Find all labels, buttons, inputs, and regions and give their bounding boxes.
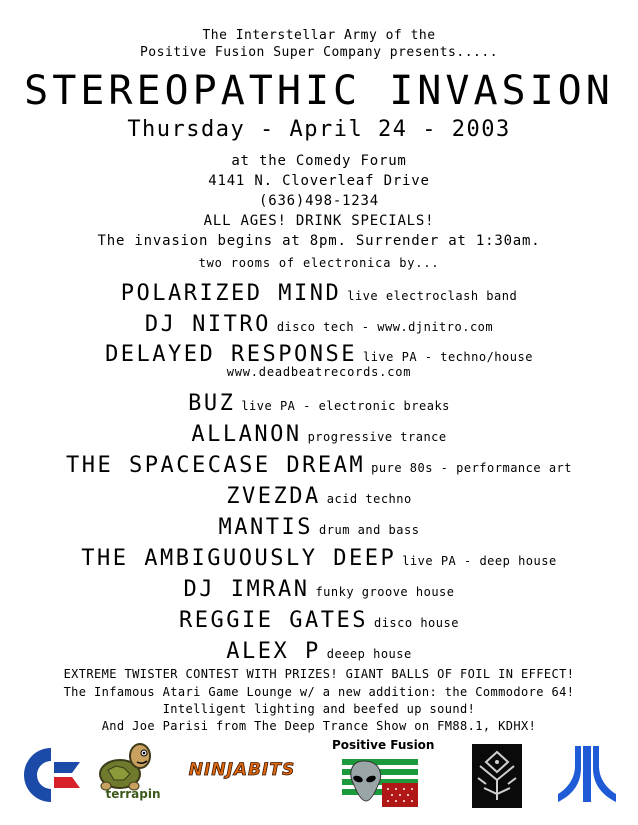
act-name: BUZ bbox=[188, 391, 236, 416]
act-name: ALLANON bbox=[191, 422, 302, 447]
record-label-url: www.deadbeatrecords.com bbox=[226, 365, 412, 379]
event-title: STEREOPATHIC INVASION bbox=[24, 68, 614, 114]
event-times: The invasion begins at 8pm. Surrender at 1:30am. bbox=[97, 233, 541, 249]
act-name: THE AMBIGUOUSLY DEEP bbox=[81, 546, 397, 571]
ninjabits-logo: NINJABITS bbox=[188, 760, 296, 780]
act-desc: funky groove house bbox=[315, 585, 455, 599]
act-desc: progressive trance bbox=[307, 430, 447, 444]
act-name: DJ IMRAN bbox=[183, 577, 310, 602]
act-desc: acid techno bbox=[326, 492, 412, 506]
act-row bbox=[0, 342, 638, 367]
footer-line-3: Intelligent lighting and beefed up sound! bbox=[162, 702, 476, 716]
act-desc: live PA - electronic breaks bbox=[241, 399, 450, 413]
positive-fusion-alien-icon bbox=[342, 755, 418, 807]
presenter-line-1: The Interstellar Army of the bbox=[202, 28, 436, 43]
act-name: THE SPACECASE DREAM bbox=[65, 453, 366, 478]
positive-fusion-label: Positive Fusion bbox=[332, 738, 435, 752]
rooms-note: two rooms of electronica by... bbox=[198, 256, 440, 270]
act-row bbox=[0, 608, 638, 633]
act-name: MANTIS bbox=[218, 515, 314, 540]
footer-line-1: EXTREME TWISTER CONTEST WITH PRIZES! GIANT BALLS OF FOIL IN EFFECT! bbox=[63, 667, 575, 681]
act-row bbox=[0, 281, 638, 306]
act-row bbox=[0, 639, 638, 664]
venue-phone: (636)498-1234 bbox=[259, 193, 379, 209]
presenter-line-2: Positive Fusion Super Company presents..... bbox=[139, 45, 499, 60]
act-row bbox=[0, 515, 638, 540]
act-name: ALEX P bbox=[226, 639, 321, 664]
act-desc: disco house bbox=[373, 616, 459, 630]
act-name: DELAYED RESPONSE bbox=[105, 342, 357, 367]
act-desc: live PA - techno/house bbox=[362, 350, 533, 364]
act-desc: drum and bass bbox=[319, 523, 420, 537]
event-date: Thursday - April 24 - 2003 bbox=[127, 117, 511, 142]
terrapin-label: terrapin bbox=[105, 787, 161, 801]
act-desc: pure 80s - performance art bbox=[371, 461, 572, 475]
commodore-logo-icon bbox=[20, 744, 82, 806]
act-name: POLARIZED MIND bbox=[120, 281, 342, 306]
act-desc: live PA - deep house bbox=[402, 554, 557, 568]
act-desc: live electroclash band bbox=[347, 289, 518, 303]
act-desc: disco tech - www.djnitro.com bbox=[276, 320, 494, 334]
act-row bbox=[0, 546, 638, 571]
atari-logo-icon bbox=[556, 744, 618, 804]
act-name: REGGIE GATES bbox=[179, 608, 368, 633]
act-row bbox=[0, 453, 638, 478]
venue-address: 4141 N. Cloverleaf Drive bbox=[208, 173, 430, 189]
act-row bbox=[0, 422, 638, 447]
act-row bbox=[0, 391, 638, 416]
act-name: DJ NITRO bbox=[144, 312, 271, 337]
emblem-logo-icon bbox=[472, 744, 522, 808]
act-row bbox=[0, 484, 638, 509]
ages-drinks: ALL AGES! DRINK SPECIALS! bbox=[203, 213, 435, 229]
act-desc: deeep house bbox=[326, 647, 412, 661]
act-row bbox=[0, 312, 638, 337]
act-row bbox=[0, 577, 638, 602]
act-name: ZVEZDA bbox=[226, 484, 321, 509]
footer-line-4: And Joe Parisi from The Deep Trance Show on FM88.1, KDHX! bbox=[101, 719, 537, 733]
venue-name: at the Comedy Forum bbox=[231, 153, 407, 169]
footer-line-2: The Infamous Atari Game Lounge w/ a new addition: the Commodore 64! bbox=[63, 685, 575, 699]
